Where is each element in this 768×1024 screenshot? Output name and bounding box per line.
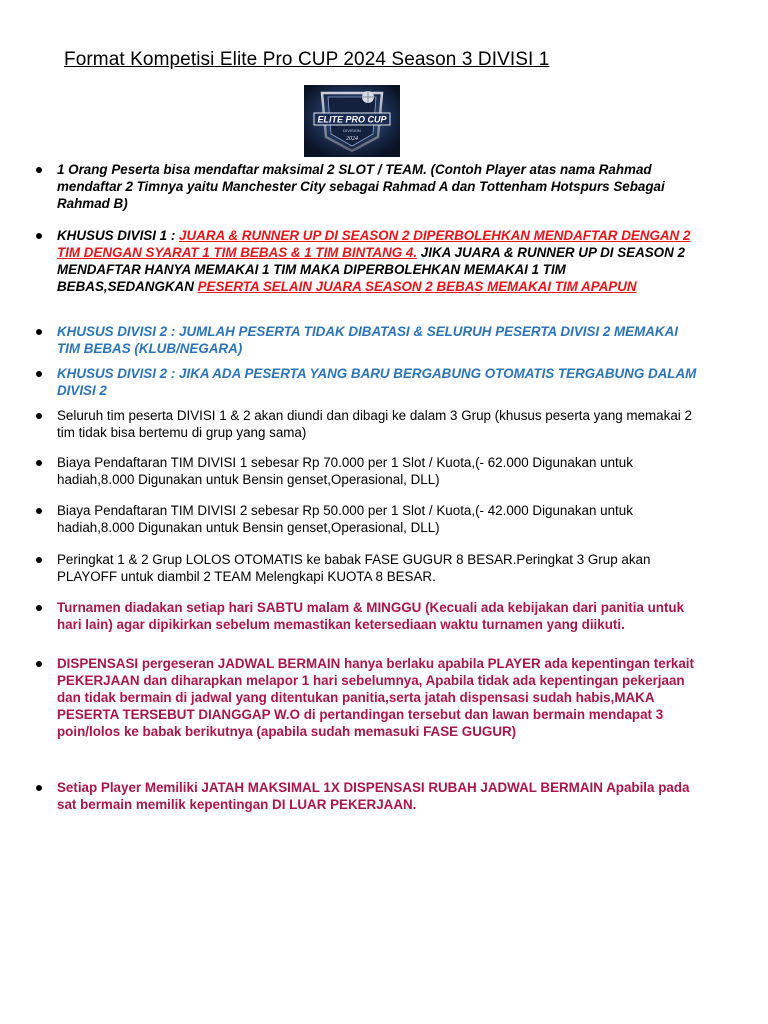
logo-sub-text: DIVISION [343, 128, 361, 133]
item-text: Biaya Pendaftaran TIM DIVISI 2 sebesar Rp 50.000 per 1 Slot / Kuota,(- 42.000 Digunakan untuk hadiah,8.000 Digunakan untuk Bensin genset,Operasional, DLL) [57, 503, 633, 535]
bullet-icon [36, 371, 42, 377]
item-text: Peringkat 1 & 2 Grup LOLOS OTOMATIS ke babak FASE GUGUR 8 BESAR.Peringkat 3 Grup akan PLAYOFF untuk diambil 2 TEAM Melengkapi KUOTA 8 BESAR. [57, 552, 651, 584]
item-text: Setiap Player Memiliki JATAH MAKSIMAL 1X DISPENSASI RUBAH JADWAL BERMAIN Apabila pada sat bermain memilik kepentingan DI LUAR PEKERJAAN. [57, 780, 690, 812]
logo-main-text: ELITE PRO CUP [317, 114, 387, 125]
bullet-icon [36, 167, 42, 173]
item-highlight-red: JUARA & RUNNER UP DI SEASON 2 DIPERBOLEHKAN MENDAFTAR DENGAN 2 TIM DENGAN SYARAT 1 TIM BEBAS & 1 TIM BINTANG 4. [57, 228, 691, 260]
list-item [57, 161, 697, 212]
list-item [57, 655, 697, 740]
list-item [57, 323, 697, 357]
bullet-icon [36, 661, 42, 667]
bullet-icon [36, 329, 42, 335]
item-text: KHUSUS DIVISI 2 : JIKA ADA PESERTA YANG BARU BERGABUNG OTOMATIS TERGABUNG DALAM DIVISI 2 [57, 366, 697, 398]
bullet-icon [36, 605, 42, 611]
item-text: DISPENSASI pergeseran JADWAL BERMAIN hanya berlaku apabila PLAYER ada kepentingan terkait PEKERJAAN dan diharapkan melapor 1 hari sebelumnya, Apabila tidak ada kepentingan pekerjaan dan tidak bermain di jadwal yang ditentukan panitia,serta jatah dispensasi sudah habis,MAKA PESERTA TERSEBUT DIANGGAP W.O di pertandingan tersebut dan lawan bermain mendapat 3 poin/lolos ke babak berikutnya (apabila sudah memasuki FASE GUGUR) [57, 656, 694, 739]
bullet-icon [36, 413, 42, 419]
item-prefix: KHUSUS DIVISI 1 : [57, 228, 180, 243]
list-item [57, 599, 697, 633]
item-text: Biaya Pendaftaran TIM DIVISI 1 sebesar Rp 70.000 per 1 Slot / Kuota,(- 62.000 Digunakan untuk hadiah,8.000 Digunakan untuk Bensin genset,Operasional, DLL) [57, 455, 633, 487]
list-item [57, 365, 697, 399]
list-item [57, 779, 697, 813]
list-item [57, 407, 697, 441]
logo-year-text: 2024 [346, 136, 358, 142]
item-text: KHUSUS DIVISI 2 : JUMLAH PESERTA TIDAK DIBATASI & SELURUH PESERTA DIVISI 2 MEMAKAI TIM BEBAS (KLUB/NEGARA) [57, 324, 678, 356]
item-text: Seluruh tim peserta DIVISI 1 & 2 akan diundi dan dibagi ke dalam 3 Grup (khusus peserta yang memakai 2 tim tidak bisa bertemu di grup yang sama) [57, 408, 692, 440]
list-item [57, 227, 697, 295]
list-item [57, 454, 697, 488]
item-text: Turnamen diadakan setiap hari SABTU malam & MINGGU (Kecuali ada kebijakan dari panitia untuk hari lain) agar dipikirkan sebelum memastikan ketersediaan waktu turnamen yang diikuti. [57, 600, 685, 632]
bullet-icon [36, 557, 42, 563]
item-middle: JIKA JUARA & RUNNER UP DI SEASON 2 MENDAFTAR HANYA MEMAKAI 1 TIM MAKA DIPERBOLEHKAN MEMAKAI 1 TIM BEBAS,SEDANGKAN [57, 245, 685, 294]
list-item [57, 502, 697, 536]
bullet-icon [36, 460, 42, 466]
page-title: Format Kompetisi Elite Pro CUP 2024 Season 3 DIVISI 1 [64, 49, 550, 70]
bullet-icon [36, 233, 42, 239]
bullet-icon [36, 508, 42, 514]
list-item [57, 551, 697, 585]
elite-pro-cup-logo [304, 85, 400, 157]
logo-graphic [304, 85, 400, 157]
item-text: 1 Orang Peserta bisa mendaftar maksimal 2 SLOT / TEAM. (Contoh Player atas nama Rahmad mendaftar 2 Timnya yaitu Manchester City sebagai Rahmad A dan Tottenham Hotspurs Sebagai Rahmad B) [57, 162, 665, 211]
item-highlight-red: PESERTA SELAIN JUARA SEASON 2 BEBAS MEMAKAI TIM APAPUN [197, 279, 637, 294]
bullet-icon [36, 785, 42, 791]
